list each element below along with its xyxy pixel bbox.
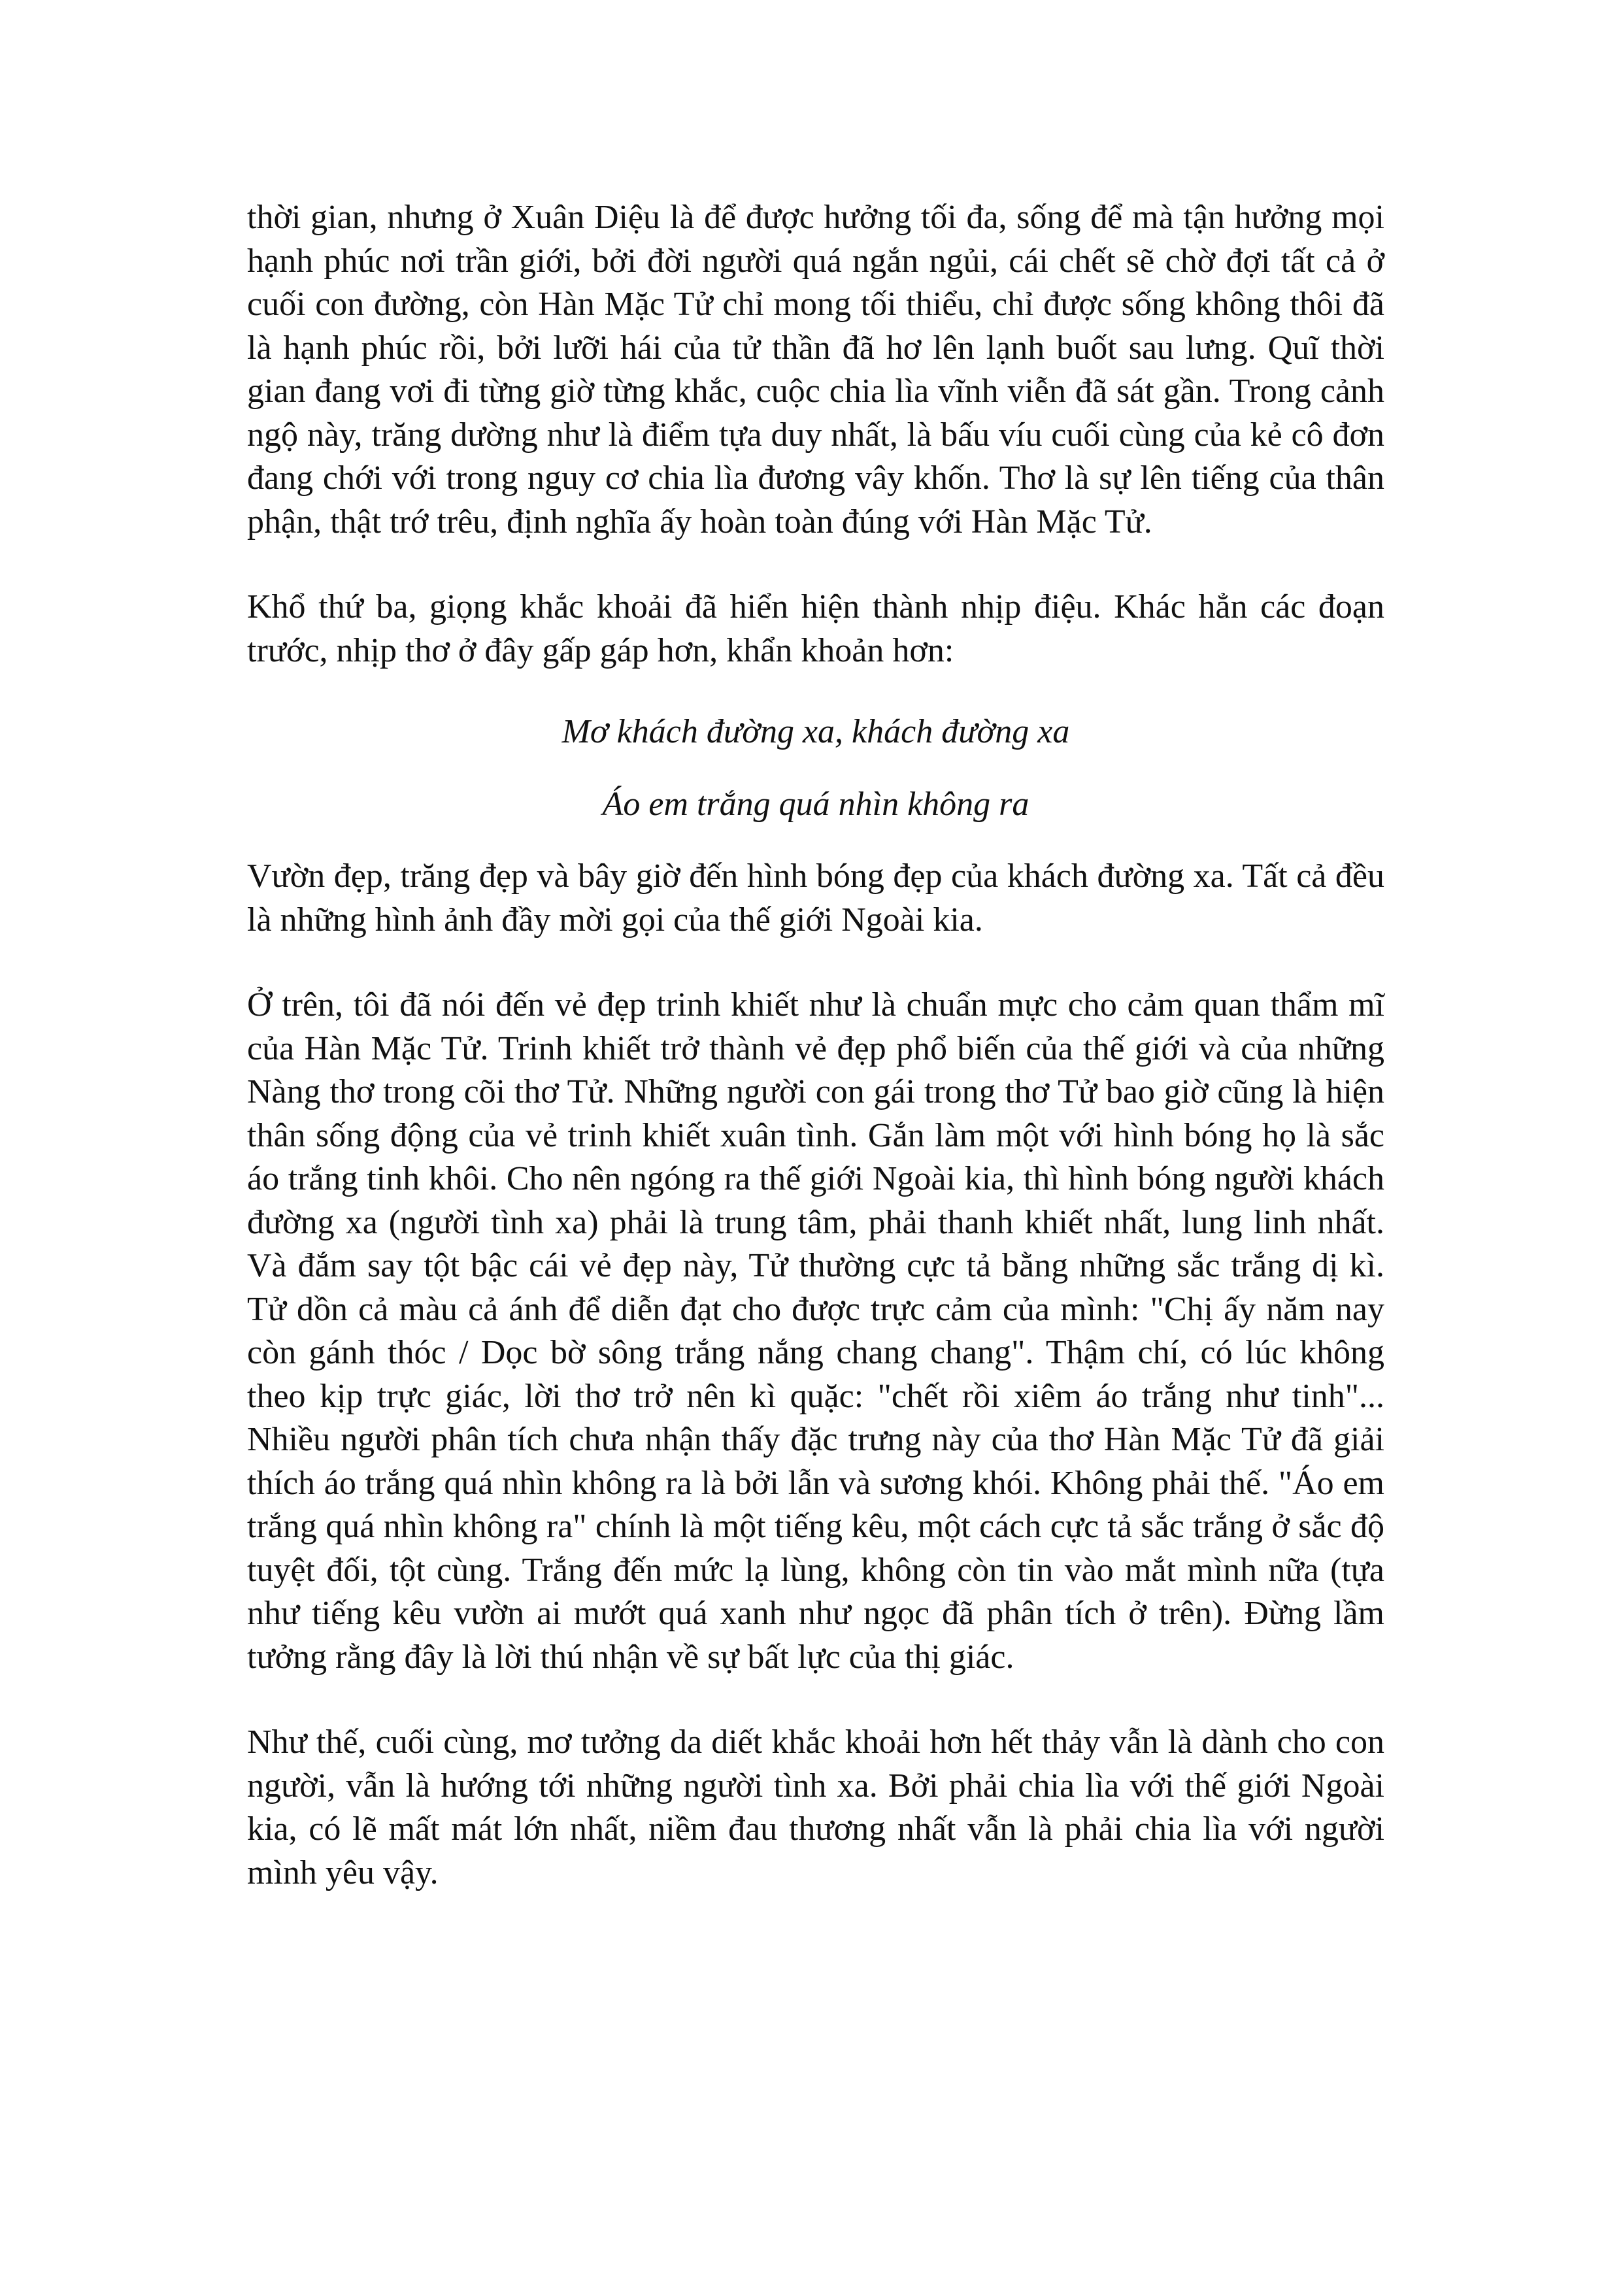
- paragraph-purity: Ở trên, tôi đã nói đến vẻ đẹp trinh khiết như là chuẩn mực cho cảm quan thẩm mĩ của Hàn Mặc Tử. Trinh khiết trở thành vẻ đẹp phổ biến của thế giới và của những Nàng thơ trong cõi thơ Tử. Những người con gái trong thơ Tử bao giờ cũng là hiện thân sống động của vẻ trinh khiết xuân tình. Gắn làm một với hình bóng họ là sắc áo trắng tinh khôi. Cho nên ngóng ra thế giới Ngoài kia, thì hình bóng người khách đường xa (người tình xa) phải là trung tâm, phải thanh khiết nhất, lung linh nhất. Và đắm say tột bậc cái vẻ đẹp này, Tử thường cực tả bằng những sắc trắng dị kì. Tử dồn cả màu cả ánh để diễn đạt cho được trực cảm của mình: "Chị ấy năm nay còn gánh thóc / Dọc bờ sông trắng nắng chang chang". Thậm chí, có lúc không theo kịp trực giác, lời thơ trở nên kì quặc: "chết rồi xiêm áo trắng như tinh"... Nhiều người phân tích chưa nhận thấy đặc trưng này của thơ Hàn Mặc Tử đã giải thích áo trắng quá nhìn không ra là bởi lẫn và sương khói. Không phải thế. "Áo em trắng quá nhìn không ra" chính là một tiếng kêu, một cách cực tả sắc trắng ở sắc độ tuyệt đối, tột cùng. Trắng đến mức lạ lùng, không còn tin vào mắt mình nữa (tựa như tiếng kêu vườn ai mướt quá xanh như ngọc đã phân tích ở trên). Đừng lầm tưởng rằng đây là lời thú nhận về sự bất lực của thị giác.: [247, 986, 1384, 1676]
- paragraph-garden: Vườn đẹp, trăng đẹp và bây giờ đến hình bóng đẹp của khách đường xa. Tất cả đều là những hình ảnh đầy mời gọi của thế giới Ngoài kia.: [247, 857, 1384, 939]
- paragraph-conclusion: Như thế, cuối cùng, mơ tưởng da diết khắc khoải hơn hết thảy vẫn là dành cho con người, vẫn là hướng tới những người tình xa. Bởi phải chia lìa với thế giới Ngoài kia, có lẽ mất mát lớn nhất, niềm đau thương nhất vẫn là phải chia lìa với người mình yêu vậy.: [247, 1723, 1384, 1891]
- verse-line-1: Mơ khách đường xa, khách đường xa: [561, 713, 1070, 750]
- paragraph-third-stanza: Khổ thứ ba, giọng khắc khoải đã hiển hiện thành nhịp điệu. Khác hẳn các đoạn trước, nhịp thơ ở đây gấp gáp hơn, khẩn khoản hơn:: [247, 588, 1384, 669]
- verse-line-2: Áo em trắng quá nhìn không ra: [602, 785, 1029, 823]
- paragraph-intro: thời gian, nhưng ở Xuân Diệu là để được hưởng tối đa, sống để mà tận hưởng mọi hạnh phúc nơi trần giới, bởi đời người quá ngắn ngủi, cái chết sẽ chờ đợi tất cả ở cuối con đường, còn Hàn Mặc Tử chỉ mong tối thiểu, chỉ được sống không thôi đã là hạnh phúc rồi, bởi lưỡi hái của tử thần đã hơ lên lạnh buốt sau lưng. Quĩ thời gian đang vơi đi từng giờ từng khắc, cuộc chia lìa vĩnh viễn đã sát gần. Trong cảnh ngộ này, trăng dường như là điểm tựa duy nhất, là bấu víu cuối cùng của kẻ cô đơn đang chới với trong nguy cơ chia lìa đương vây khốn. Thơ là sự lên tiếng của thân phận, thật trớ trêu, định nghĩa ấy hoàn toàn đúng với Hàn Mặc Tử.: [247, 199, 1384, 541]
- document-page: [247, 196, 1384, 1937]
